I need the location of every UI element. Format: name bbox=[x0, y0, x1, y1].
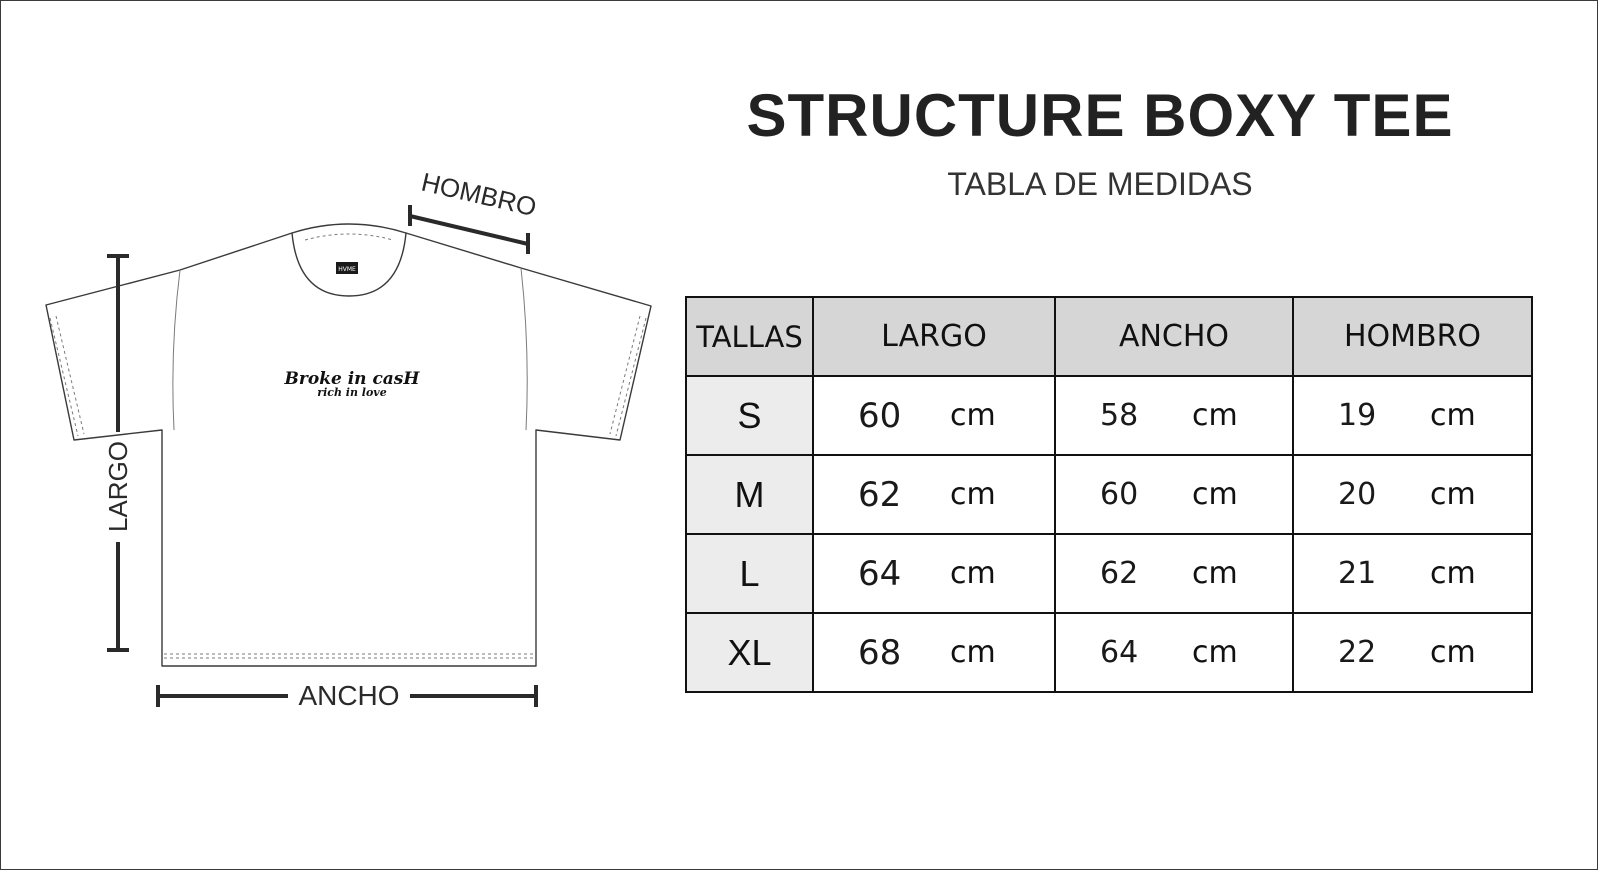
unit-label: cm bbox=[950, 398, 996, 433]
page-subtitle: TABLA DE MEDIDAS bbox=[947, 166, 1253, 202]
table-row bbox=[686, 613, 1532, 692]
ancho-value: 58 bbox=[1100, 398, 1139, 433]
unit-label: cm bbox=[1430, 635, 1476, 670]
ancho-value: 62 bbox=[1100, 556, 1139, 591]
largo-value: 62 bbox=[858, 474, 902, 515]
largo-cell bbox=[813, 613, 1055, 692]
unit-label: cm bbox=[950, 635, 996, 670]
size-label: XL bbox=[686, 613, 813, 692]
table-row bbox=[686, 376, 1532, 455]
table-header-row bbox=[686, 297, 1532, 376]
header-hombro: HOMBRO bbox=[1293, 297, 1532, 376]
unit-label: cm bbox=[1430, 398, 1476, 433]
unit-label: cm bbox=[1192, 398, 1238, 433]
largo-cell bbox=[813, 534, 1055, 613]
unit-label: cm bbox=[1192, 477, 1238, 512]
tshirt-body-outline bbox=[46, 233, 651, 666]
hombro-value: 22 bbox=[1338, 635, 1377, 670]
table-row bbox=[686, 534, 1532, 613]
largo-cell bbox=[813, 455, 1055, 534]
neck-tag-text: HVME bbox=[338, 266, 356, 273]
hombro-cell bbox=[1293, 613, 1532, 692]
ancho-cell bbox=[1055, 376, 1293, 455]
chest-print-line1: Broke in casH bbox=[284, 369, 420, 389]
label-hombro: HOMBRO bbox=[418, 166, 540, 223]
ancho-cell bbox=[1055, 455, 1293, 534]
unit-label: cm bbox=[950, 477, 996, 512]
ancho-value: 64 bbox=[1100, 635, 1139, 670]
page-title: STRUCTURE BOXY TEE bbox=[746, 82, 1454, 149]
hombro-value: 20 bbox=[1338, 477, 1377, 512]
unit-label: cm bbox=[950, 556, 996, 591]
ancho-cell bbox=[1055, 534, 1293, 613]
chest-print-line2: rich in love bbox=[317, 386, 387, 399]
table-row bbox=[686, 455, 1532, 534]
hombro-value: 21 bbox=[1338, 556, 1377, 591]
hombro-value: 19 bbox=[1338, 398, 1377, 433]
largo-cell bbox=[813, 376, 1055, 455]
label-largo: LARGO bbox=[103, 440, 133, 532]
header-tallas: TALLAS bbox=[686, 297, 813, 376]
unit-label: cm bbox=[1192, 556, 1238, 591]
tshirt-diagram bbox=[0, 0, 700, 760]
size-chart-table bbox=[685, 296, 1533, 693]
header-largo: LARGO bbox=[813, 297, 1055, 376]
hombro-cell bbox=[1293, 455, 1532, 534]
largo-value: 68 bbox=[858, 632, 902, 673]
hombro-cell bbox=[1293, 376, 1532, 455]
size-label: S bbox=[686, 376, 813, 455]
label-ancho: ANCHO bbox=[298, 680, 400, 711]
header-ancho: ANCHO bbox=[1055, 297, 1293, 376]
size-label: L bbox=[686, 534, 813, 613]
unit-label: cm bbox=[1430, 556, 1476, 591]
hombro-cell bbox=[1293, 534, 1532, 613]
size-label: M bbox=[686, 455, 813, 534]
ancho-cell bbox=[1055, 613, 1293, 692]
unit-label: cm bbox=[1192, 635, 1238, 670]
ancho-value: 60 bbox=[1100, 477, 1139, 512]
largo-value: 64 bbox=[858, 553, 902, 594]
largo-value: 60 bbox=[858, 395, 902, 436]
unit-label: cm bbox=[1430, 477, 1476, 512]
